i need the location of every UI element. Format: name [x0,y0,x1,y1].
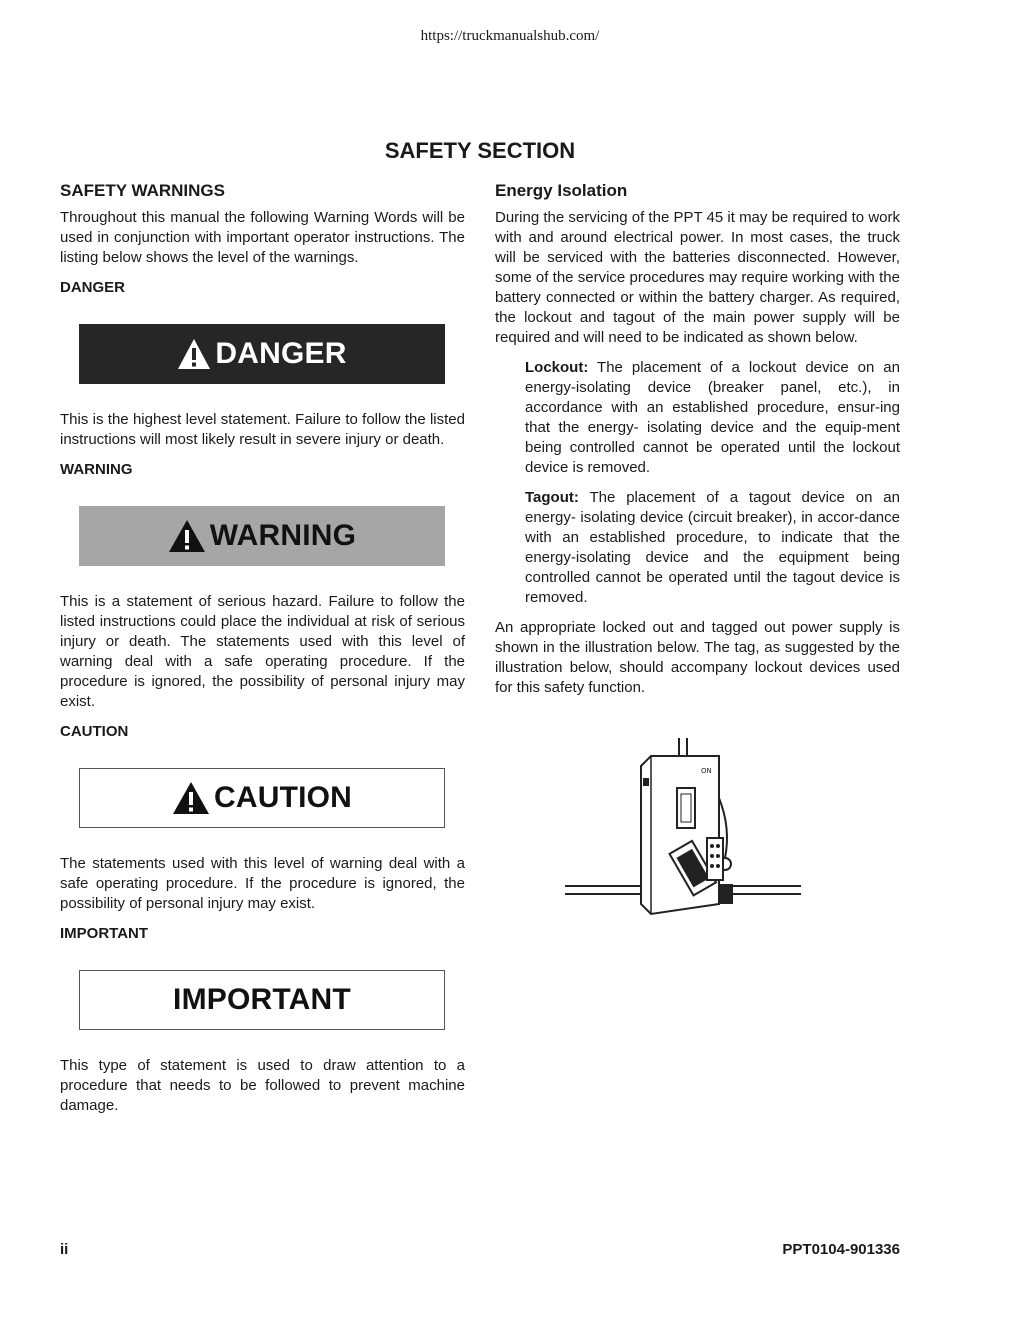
svg-text:ON: ON [701,767,712,775]
lockout-tagout-illustration [565,738,805,918]
warning-triangle-icon [172,781,210,815]
safety-warnings-intro: Throughout this manual the following Warning Words will be used in conjunction with important operator instructions. The listing below shows the level of the warnings. [60,209,465,266]
energy-isolation-heading: Energy Isolation [495,181,628,200]
caution-label: CAUTION [60,723,129,740]
energy-isolation-intro: During the servicing of the PPT 45 it may be required to work with and around electrical power. In most cases, the truck will be serviced with the batteries disconnected. However, some of the service procedures may require working with the battery connected or within the battery charger. As required, the lockout and tagout of the main power supply will be required and will need to be indicated as shown below. [495,209,900,346]
caution-description: The statements used with this level of warning deal with a safe operating procedure. If the procedure is ignored, the possibility of personal injury may exist. [60,855,465,912]
source-url: https://truckmanualshub.com/ [420,28,600,44]
warning-label: WARNING [60,461,133,478]
warning-sign [79,506,445,566]
warning-triangle-icon [168,519,206,553]
document-code: PPT0104-901336 [782,1241,900,1258]
lockout-text: The placement of a lockout device on an energy-isolating device (breaker panel, etc.), in accordance with an established procedure, ensur-ing that the energy- isolating device and the equip-ment being controlled cannot be operated until the lockout device is removed. [525,359,900,476]
caution-sign [79,768,445,828]
page-number: ii [60,1241,69,1258]
left-column [60,180,465,1126]
tagout-term: Tagout: [525,489,579,506]
caution-sign-text: CAUTION [213,781,353,814]
tagout-definition [525,488,900,608]
danger-sign [79,324,445,384]
lockout-closing-text: An appropriate locked out and tagged out power supply is shown in the illustration below. The tag, as suggested by the illustration below, should accompany lockout devices used for this safety function. [495,619,900,696]
lockout-definition [525,358,900,478]
right-column [495,180,900,918]
important-description: This type of statement is used to draw attention to a procedure that needs to be followed to prevent machine damage. [60,1057,465,1114]
important-label: IMPORTANT [60,925,149,942]
tagout-text: The placement of a tagout device on an energy- isolating device (circuit breaker), in accor-dance with an established procedure, to indicate that the energy-isolating device and the equipment being controlled cannot be operated until the tagout device is removed. [525,489,900,606]
warning-description: This is a statement of serious hazard. Failure to follow the listed instructions could place the individual at risk of serious injury or death. The statements used with this level of warning deal with a safe operating procedure. If the procedure is ignored, the possibility of personal injury may exist. [60,593,465,710]
danger-description: This is the highest level statement. Failure to follow the listed instructions will most likely result in severe injury or death. [60,411,465,448]
important-sign-text: IMPORTANT [173,983,351,1016]
page-title: SAFETY SECTION [384,138,576,163]
safety-warnings-heading: SAFETY WARNINGS [60,181,225,200]
danger-label: DANGER [60,279,126,296]
danger-sign-text: DANGER [215,337,347,370]
lockout-term: Lockout: [525,359,589,376]
important-sign [79,970,445,1030]
warning-triangle-icon [177,338,211,370]
warning-sign-text: WARNING [209,519,357,552]
